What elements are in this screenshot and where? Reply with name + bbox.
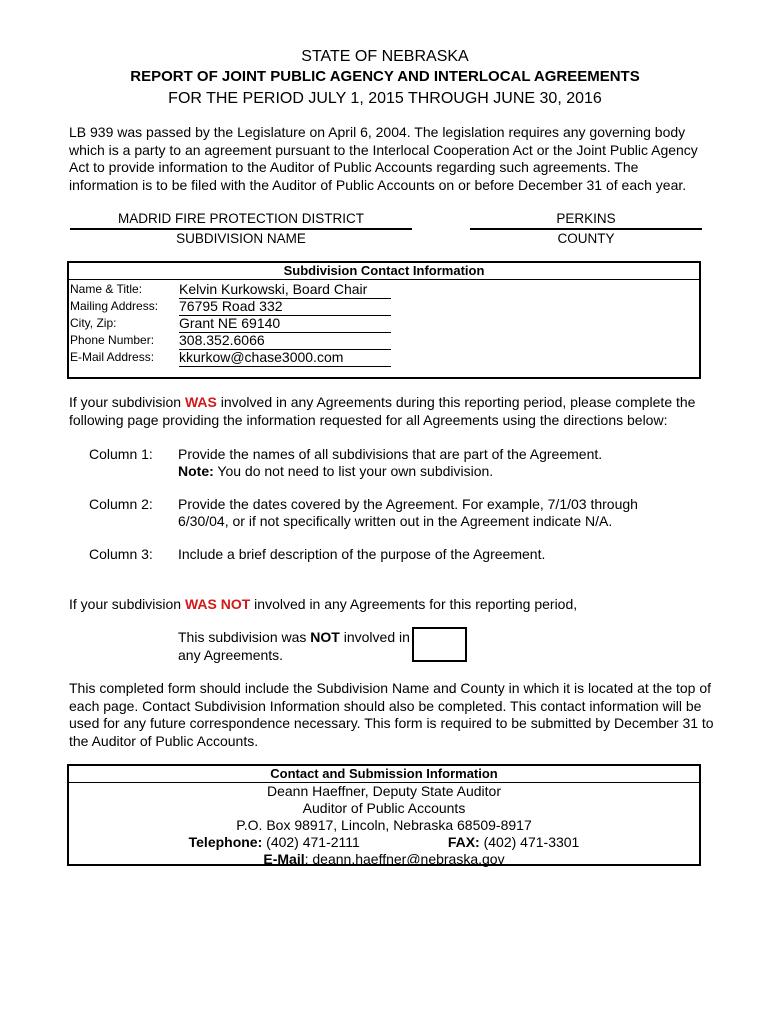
- report-title: REPORT OF JOINT PUBLIC AGENCY AND INTERLOCAL AGREEMENTS: [130, 68, 640, 85]
- county-label: COUNTY: [557, 231, 615, 246]
- column-2-label: Column 2:: [89, 496, 153, 512]
- contact-label: Name & Title:: [70, 282, 143, 296]
- was-not-paragraph: [69, 596, 719, 614]
- contact-row-email: [70, 349, 700, 366]
- subdivision-name-value[interactable]: MADRID FIRE PROTECTION DISTRICT: [70, 210, 412, 230]
- telephone-value: (402) 471-2111: [262, 834, 360, 850]
- contact-row-name: [70, 281, 700, 298]
- contact-city-field[interactable]: Grant NE 69140: [179, 315, 391, 333]
- email-label: E-Mail: [263, 851, 305, 867]
- contact-row-city: [70, 315, 700, 332]
- was-keyword: WAS: [184, 394, 217, 410]
- was-not-suffix: involved in any Agreements for this reporting period,: [250, 596, 578, 612]
- telephone-label: Telephone:: [188, 834, 263, 850]
- column-1-label: Column 1:: [89, 446, 153, 462]
- email-value[interactable]: : deann.haeffner@nebraska.gov: [304, 851, 505, 867]
- fax-label: FAX:: [447, 834, 480, 850]
- email-line: [69, 851, 699, 868]
- note-text: You do not need to list your own subdivision.: [213, 463, 494, 479]
- subdivision-name-block: [70, 210, 412, 247]
- contact-row-address: [70, 298, 700, 315]
- fax-value: (402) 471-3301: [479, 834, 580, 850]
- column-1-description: Provide the names of all subdivisions that are part of the Agreement.: [178, 446, 603, 462]
- county-block: [470, 210, 702, 247]
- contact-email-field[interactable]: kkurkow@chase3000.com: [179, 349, 391, 367]
- was-not-keyword: WAS NOT: [184, 596, 251, 612]
- contact-label: City, Zip:: [70, 316, 117, 330]
- subdivision-name-label: SUBDIVISION NAME: [176, 231, 306, 246]
- column-2-text: Provide the dates covered by the Agreement. For example, 7/1/03 through 6/30/04, or if not specifically written out in the Agreement indicate N/A.: [178, 496, 638, 529]
- contact-address-field[interactable]: 76795 Road 332: [179, 298, 391, 316]
- not-involved-suffix: involved in any Agreements.: [178, 629, 410, 663]
- submission-heading: Contact and Submission Information: [69, 766, 699, 783]
- column-3-text: Include a brief description of the purpose of the Agreement.: [178, 546, 546, 562]
- contact-row-phone: [70, 332, 700, 349]
- auditor-office: Auditor of Public Accounts: [302, 800, 466, 816]
- county-value[interactable]: PERKINS: [470, 210, 702, 230]
- contact-label: Phone Number:: [70, 333, 155, 347]
- contact-label: Mailing Address:: [70, 299, 159, 313]
- contact-info-heading: Subdivision Contact Information: [69, 263, 699, 280]
- not-keyword: NOT: [310, 629, 340, 645]
- contact-info-box: [67, 261, 701, 379]
- not-involved-checkbox[interactable]: [412, 627, 467, 662]
- auditor-name: Deann Haeffner, Deputy State Auditor: [266, 783, 501, 799]
- column-1-note: [178, 463, 678, 480]
- note-label: Note:: [178, 463, 214, 479]
- report-period: FOR THE PERIOD JULY 1, 2015 THROUGH JUNE 30, 2016: [168, 90, 602, 107]
- closing-paragraph: This completed form should include the Subdivision Name and County in which it is located at the top of each page. Contact Subdivision Information should also be completed. This contact information will be used for any future correspondence necessary. This form is required to be submitted by December 31 to the Auditor of Public Accounts.: [69, 680, 714, 749]
- contact-name-field[interactable]: Kelvin Kurkowski, Board Chair: [179, 281, 391, 299]
- intro-paragraph: LB 939 was passed by the Legislature on April 6, 2004. The legislation requires any governing body which is a party to an agreement pursuant to the Interlocal Cooperation Act or the Joint Public Agency Act to provide information to the Auditor of Public Accounts regarding such agreements. The information is to be filed with the Auditor of Public Accounts on or before December 31 of each year.: [69, 124, 698, 193]
- submission-info-box: [67, 764, 701, 866]
- auditor-address: P.O. Box 98917, Lincoln, Nebraska 68509-8917: [236, 817, 532, 833]
- not-involved-statement: [178, 629, 410, 664]
- contact-phone-field[interactable]: 308.352.6066: [179, 332, 391, 350]
- was-involved-paragraph: [69, 394, 719, 429]
- telephone-fax-line: [69, 834, 699, 851]
- was-not-prefix: If your subdivision: [69, 596, 185, 612]
- state-heading: STATE OF NEBRASKA: [301, 48, 469, 65]
- column-1-text: [178, 446, 678, 480]
- column-3-label: Column 3:: [89, 546, 153, 562]
- was-prefix: If your subdivision: [69, 394, 185, 410]
- was-suffix: involved in any Agreements during this reporting period, please complete the following page providing the information requested for all Agreements using the directions below:: [69, 394, 696, 428]
- not-involved-prefix: This subdivision was: [178, 629, 311, 645]
- contact-label: E-Mail Address:: [70, 350, 155, 364]
